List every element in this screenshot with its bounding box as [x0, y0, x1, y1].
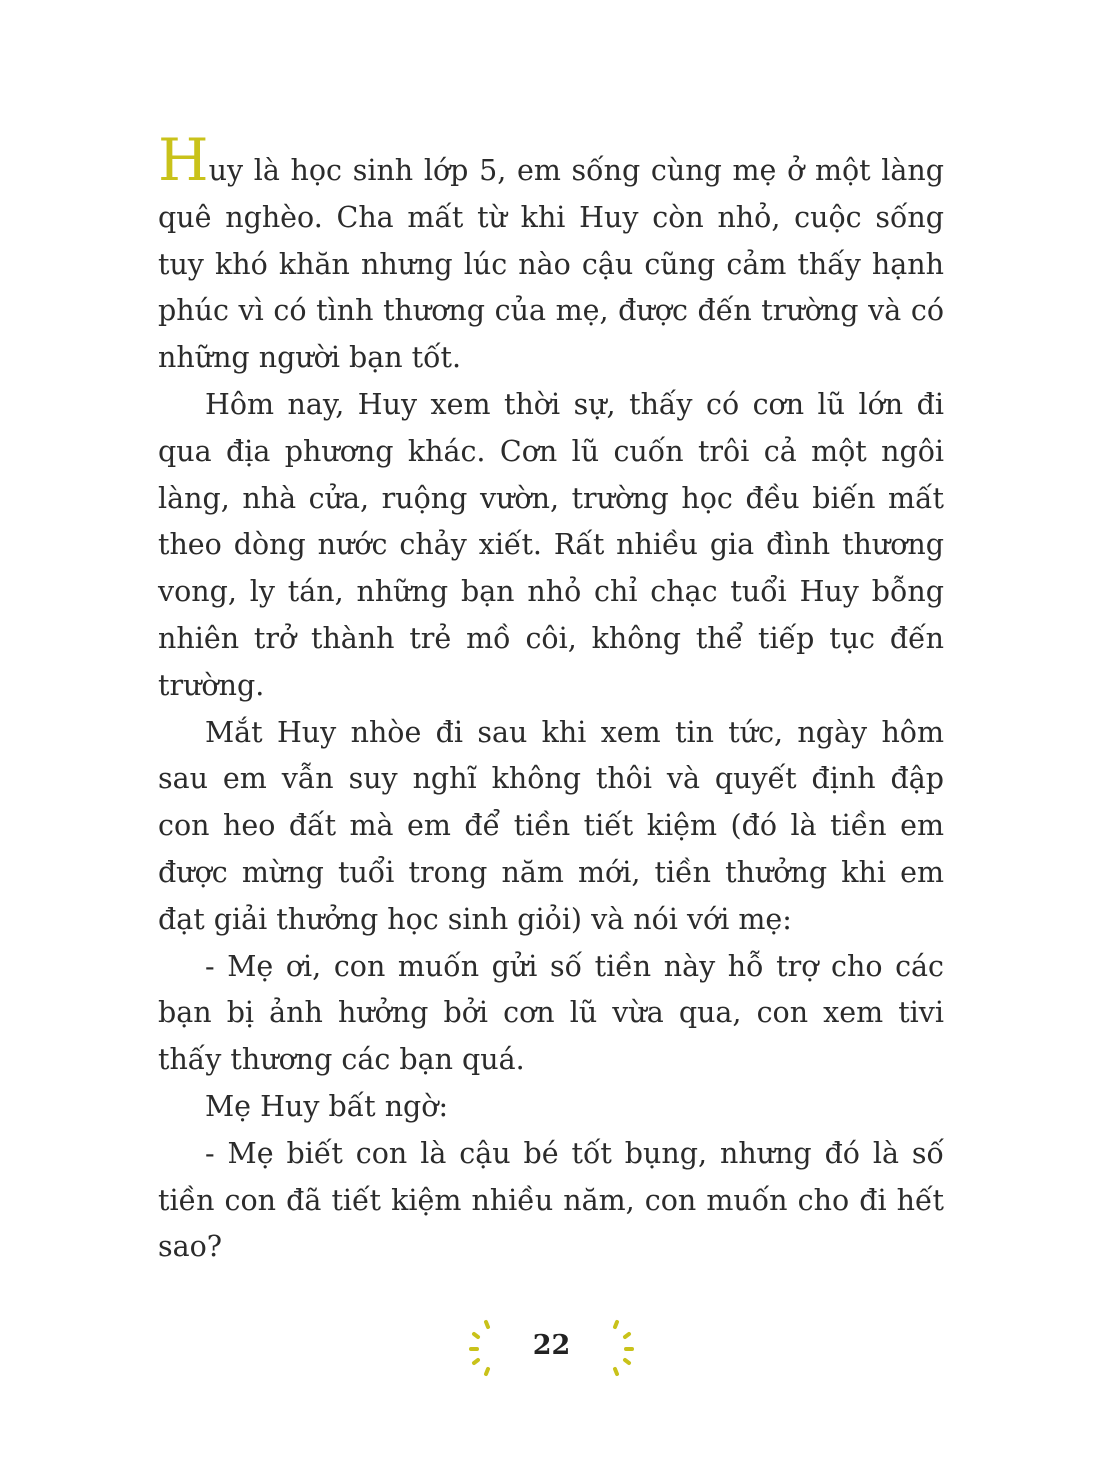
paragraph-3: Mắt Huy nhòe đi sau khi xem tin tức, ngày hôm sau em vẫn suy nghĩ không thôi và quyết định đập con heo đất mà em để tiền tiết kiệm (đó là tiền em được mừng tuổi trong năm mới, tiền thưởng khi em đạt giải thưởng học sinh giỏi) và nói với mẹ: [158, 715, 944, 936]
page-footer [0, 1316, 1103, 1380]
page-number: 22 [532, 1330, 571, 1361]
paragraph-1 [158, 126, 944, 382]
paragraph-1-text: uy là học sinh lớp 5, em sống cùng mẹ ở một làng quê nghèo. Cha mất từ khi Huy còn nhỏ, cuộc sống tuy khó khăn nhưng lúc nào cậu cũng cảm thấy hạnh phúc vì có tình thương của mẹ, được đến trường và có những người bạn tốt. [158, 154, 944, 375]
paragraph-5: Mẹ Huy bất ngờ: [205, 1089, 449, 1123]
sunburst-right-icon [605, 1316, 641, 1380]
paragraph-4: - Mẹ ơi, con muốn gửi số tiền này hỗ trợ cho các bạn bị ảnh hưởng bởi cơn lũ vừa qua, con xem tivi thấy thương các bạn quá. [158, 949, 944, 1077]
page-body [158, 126, 944, 1271]
paragraph-6: - Mẹ biết con là cậu bé tốt bụng, nhưng đó là số tiền con đã tiết kiệm nhiều năm, con muốn cho đi hết sao? [158, 1136, 944, 1264]
drop-cap: H [158, 126, 209, 194]
paragraph-2: Hôm nay, Huy xem thời sự, thấy có cơn lũ lớn đi qua địa phương khác. Cơn lũ cuốn trôi cả một ngôi làng, nhà cửa, ruộng vườn, trường học đều biến mất theo dòng nước chảy xiết. Rất nhiều gia đình thương vong, ly tán, những bạn nhỏ chỉ chạc tuổi Huy bỗng nhiên trở thành trẻ mồ côi, không thể tiếp tục đến trường. [158, 387, 944, 702]
